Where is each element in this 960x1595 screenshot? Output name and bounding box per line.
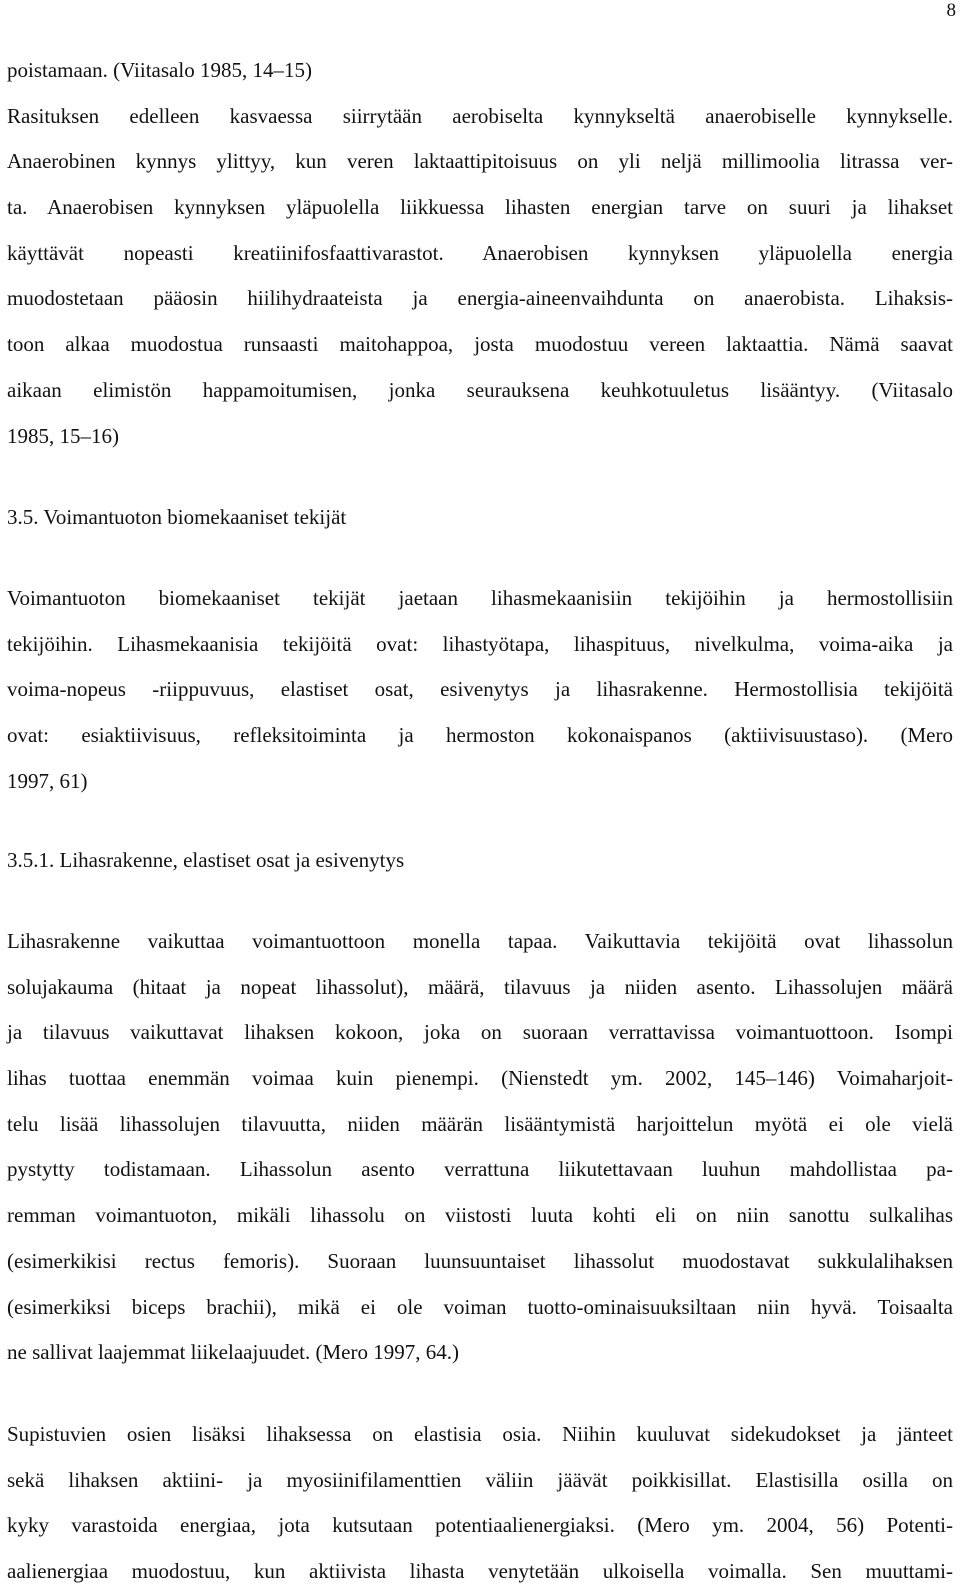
text-line: käyttävät nopeasti kreatiinifosfaattivarastot. Anaerobisen kynnyksen yläpuolella energia — [7, 240, 953, 265]
text-line: remman voimantuoton, mikäli lihassolu on viistosti luuta kohti eli on niin sanottu sulkalihas — [7, 1203, 953, 1228]
text-line: Lihasrakenne vaikuttaa voimantuottoon monella tapaa. Vaikuttavia tekijöitä ovat lihassolun — [7, 929, 953, 953]
text-line: kyky varastoida energiaa, jota kutsutaan potentiaalienergiaksi. (Mero ym. 2004, 56) Potenti- — [7, 1513, 953, 1538]
text-line: tekijöihin. Lihasmekaanisia tekijöitä ovat: lihastyötapa, lihaspituus, nivelkulma, voima-aika ja — [7, 631, 953, 656]
text-line: aalienergiaa muodostuu, kun aktiivista lihasta venytetään ulkoisella voimalla. Sen muuttami- — [7, 1558, 953, 1583]
text-line: ovat: esiaktiivisuus, refleksitoiminta ja hermoston kokonaispanos (aktiivisuustaso). (Mero — [7, 722, 953, 747]
text-line: muodostetaan pääosin hiilihydraateista ja energia-aineenvaihdunta on anaerobista. Lihaksis- — [7, 286, 953, 311]
text-line: ne sallivat laajemmat liikelaajuudet. (Mero 1997, 64.) — [7, 1340, 459, 1365]
text-line: solujakauma (hitaat ja nopeat lihassolut), määrä, tilavuus ja niiden asento. Lihassolujen määrä — [7, 974, 953, 999]
text-line: aikaan elimistön happamoitumisen, jonka seurauksena keuhkotuuletus lisääntyy. (Viitasalo — [7, 377, 953, 402]
page-number: 8 — [946, 0, 956, 21]
text-line: ta. Anaerobisen kynnyksen yläpuolella liikkuessa lihasten energian tarve on suuri ja lihakset — [7, 195, 953, 220]
text-line: ja tilavuus vaikuttavat lihaksen kokoon, joka on suoraan verrattavissa voimantuottoon. Isompi — [7, 1020, 953, 1045]
text-line: pystytty todistamaan. Lihassolun asento verrattuna liikutettavaan luuhun mahdollistaa pa- — [7, 1157, 953, 1182]
text-line: sekä lihaksen aktiini- ja myosiinifilamenttien väliin jäävät poikkisillat. Elastisilla osilla on — [7, 1467, 953, 1492]
text-line: 1985, 15–16) — [7, 423, 119, 448]
subsection-heading: 3.5.1. Lihasrakenne, elastiset osat ja esivenytys — [7, 848, 405, 873]
text-line: Anaerobinen kynnys ylittyy, kun veren laktaattipitoisuus on yli neljä millimoolia litrassa ver- — [7, 149, 953, 174]
text-line: voima-nopeus -riippuvuus, elastiset osat, esivenytys ja lihasrakenne. Hermostollisia tekijöitä — [7, 677, 953, 702]
paragraph — [7, 48, 953, 459]
text-line: telu lisää lihassolujen tilavuutta, niiden määrän lisääntymistä harjoittelun myötä ei ole vielä — [7, 1111, 953, 1136]
text-line: lihas tuottaa enemmän voimaa kuin pienempi. (Nienstedt ym. 2002, 145–146) Voimaharjoit- — [7, 1066, 953, 1091]
text-line: Rasituksen edelleen kasvaessa siirrytään aerobiselta kynnykseltä anaerobiselle kynnykselle. — [7, 103, 953, 128]
text-line: toon alkaa muodostua runsaasti maitohappoa, josta muodostuu vereen laktaattia. Nämä saavat — [7, 332, 953, 357]
paragraph — [7, 1412, 953, 1595]
paragraph — [7, 919, 953, 1376]
document-body — [7, 48, 953, 1595]
paragraph — [7, 576, 953, 804]
text-line: Voimantuoton biomekaaniset tekijät jaetaan lihasmekaanisiin tekijöihin ja hermostollisiin — [7, 585, 953, 610]
text-line: (esimerkiksi biceps brachii), mikä ei ole voiman tuotto-ominaisuuksiltaan niin hyvä. Toisaalta — [7, 1294, 953, 1319]
section-heading: 3.5. Voimantuoton biomekaaniset tekijät — [7, 505, 347, 530]
text-line: Supistuvien osien lisäksi lihaksessa on elastisia osia. Niihin kuuluvat sidekudokset ja jänteet — [7, 1421, 953, 1446]
text-line: poistamaan. (Viitasalo 1985, 14–15) — [7, 58, 312, 82]
text-line: 1997, 61) — [7, 768, 88, 793]
text-line: (esimerkikisi rectus femoris). Suoraan luunsuuntaiset lihassolut muodostavat sukkulalihaksen — [7, 1248, 953, 1273]
